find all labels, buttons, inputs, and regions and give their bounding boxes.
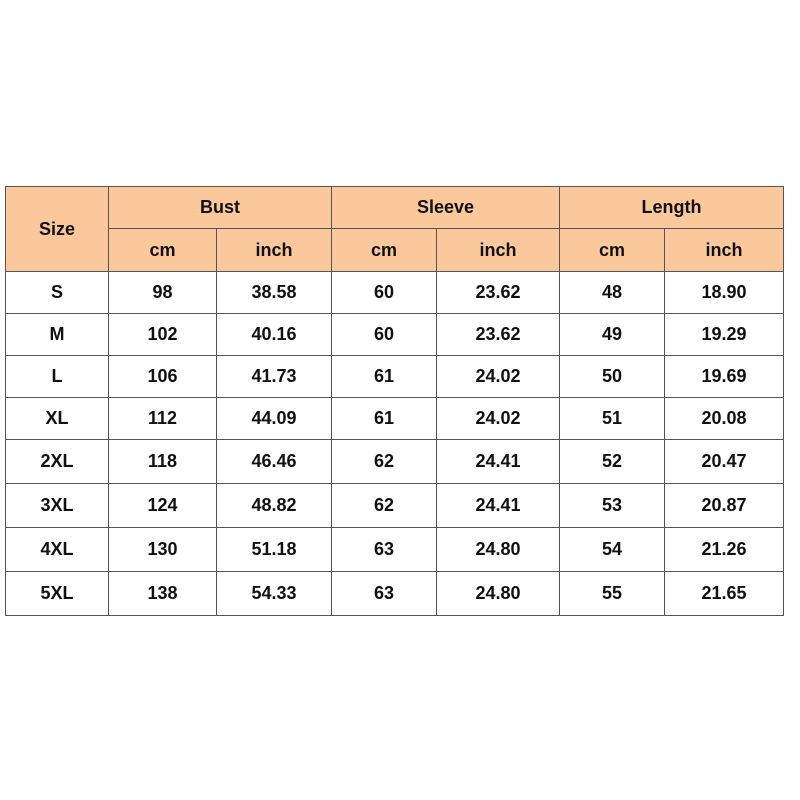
length-inch-cell: 18.90	[665, 272, 784, 314]
size-cell: L	[6, 356, 109, 398]
sleeve-cm-cell: 63	[332, 572, 437, 616]
table-row	[6, 484, 784, 528]
header-row-groups	[6, 187, 784, 229]
sleeve-cm-cell: 61	[332, 398, 437, 440]
size-cell: 3XL	[6, 484, 109, 528]
size-cell: XL	[6, 398, 109, 440]
bust-cm-cell: 124	[109, 484, 217, 528]
table-row	[6, 356, 784, 398]
sleeve-inch-cell: 24.41	[437, 484, 560, 528]
bust-cm-cell: 98	[109, 272, 217, 314]
bust-inch-cell: 44.09	[217, 398, 332, 440]
sleeve-cm-cell: 60	[332, 314, 437, 356]
length-cm-cell: 53	[560, 484, 665, 528]
sleeve-cm-cell: 63	[332, 528, 437, 572]
bust-inch-cell: 54.33	[217, 572, 332, 616]
sleeve-cm-cell: 60	[332, 272, 437, 314]
size-chart-table	[5, 186, 784, 616]
table-row	[6, 314, 784, 356]
table-row	[6, 528, 784, 572]
header-row-units	[6, 229, 784, 272]
size-cell: 4XL	[6, 528, 109, 572]
length-inch-header: inch	[665, 229, 784, 272]
sleeve-inch-cell: 23.62	[437, 272, 560, 314]
sleeve-cm-cell: 61	[332, 356, 437, 398]
length-inch-cell: 19.69	[665, 356, 784, 398]
length-inch-cell: 20.47	[665, 440, 784, 484]
sleeve-cm-cell: 62	[332, 484, 437, 528]
size-cell: 2XL	[6, 440, 109, 484]
bust-cm-cell: 118	[109, 440, 217, 484]
bust-inch-cell: 40.16	[217, 314, 332, 356]
length-cm-cell: 48	[560, 272, 665, 314]
size-cell: S	[6, 272, 109, 314]
bust-inch-cell: 38.58	[217, 272, 332, 314]
bust-inch-cell: 46.46	[217, 440, 332, 484]
length-group-header: Length	[560, 187, 784, 229]
size-cell: 5XL	[6, 572, 109, 616]
sleeve-inch-cell: 24.02	[437, 398, 560, 440]
table-row	[6, 572, 784, 616]
length-inch-cell: 19.29	[665, 314, 784, 356]
length-cm-cell: 50	[560, 356, 665, 398]
sleeve-cm-cell: 62	[332, 440, 437, 484]
length-cm-header: cm	[560, 229, 665, 272]
sleeve-inch-cell: 24.80	[437, 572, 560, 616]
table-row	[6, 398, 784, 440]
bust-cm-cell: 102	[109, 314, 217, 356]
bust-cm-cell: 138	[109, 572, 217, 616]
bust-group-header: Bust	[109, 187, 332, 229]
sleeve-cm-header: cm	[332, 229, 437, 272]
length-cm-cell: 49	[560, 314, 665, 356]
bust-inch-cell: 48.82	[217, 484, 332, 528]
bust-cm-cell: 130	[109, 528, 217, 572]
length-inch-cell: 21.26	[665, 528, 784, 572]
bust-inch-cell: 51.18	[217, 528, 332, 572]
sleeve-group-header: Sleeve	[332, 187, 560, 229]
bust-cm-header: cm	[109, 229, 217, 272]
length-inch-cell: 21.65	[665, 572, 784, 616]
bust-cm-cell: 112	[109, 398, 217, 440]
bust-inch-cell: 41.73	[217, 356, 332, 398]
sleeve-inch-cell: 24.80	[437, 528, 560, 572]
bust-inch-header: inch	[217, 229, 332, 272]
length-cm-cell: 52	[560, 440, 665, 484]
table-row	[6, 272, 784, 314]
sleeve-inch-cell: 24.02	[437, 356, 560, 398]
length-inch-cell: 20.87	[665, 484, 784, 528]
length-cm-cell: 51	[560, 398, 665, 440]
sleeve-inch-cell: 24.41	[437, 440, 560, 484]
sleeve-inch-header: inch	[437, 229, 560, 272]
bust-cm-cell: 106	[109, 356, 217, 398]
length-cm-cell: 54	[560, 528, 665, 572]
sleeve-inch-cell: 23.62	[437, 314, 560, 356]
size-column-header: Size	[6, 187, 109, 272]
length-cm-cell: 55	[560, 572, 665, 616]
table-row	[6, 440, 784, 484]
length-inch-cell: 20.08	[665, 398, 784, 440]
size-cell: M	[6, 314, 109, 356]
